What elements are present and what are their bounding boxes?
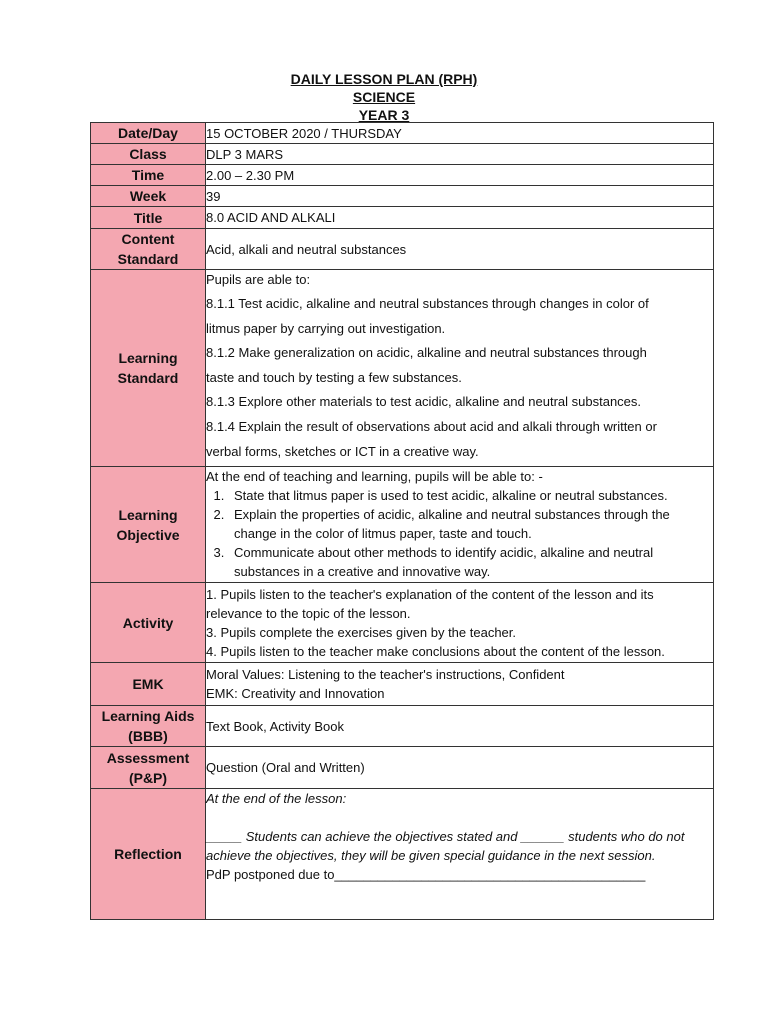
value-week: 39: [206, 186, 714, 207]
value-reflection: [206, 789, 714, 920]
row-activity: [91, 583, 714, 663]
emk-line-1: Moral Values: Listening to the teacher's instructions, Confident: [206, 667, 565, 682]
row-class: [91, 144, 714, 165]
label-content-standard-line1: Content: [121, 231, 175, 247]
activity-line-1: 1. Pupils listen to the teacher's explanation of the content of the lesson and its relevance to the topic of the lesson.: [206, 586, 654, 621]
year-title: YEAR 3: [358, 107, 410, 123]
label-assessment: [91, 747, 206, 789]
row-learning-standard: [91, 270, 714, 467]
value-time: 2.00 – 2.30 PM: [206, 165, 714, 186]
label-assessment-line1: Assessment: [106, 749, 190, 766]
label-learning-objective: [91, 467, 206, 583]
document-title: DAILY LESSON PLAN (RPH): [290, 71, 478, 87]
label-learning-objective-line1: Learning: [118, 506, 178, 523]
learning-objective-item-1: 1. State that litmus paper is used to test acidic, alkaline or neutral substances.: [228, 486, 713, 505]
label-learning-aids-line2: (BBB): [128, 728, 168, 744]
document-header: [0, 70, 768, 124]
value-class: DLP 3 MARS: [206, 144, 714, 165]
row-date: [91, 123, 714, 144]
value-activity: [206, 583, 714, 663]
learning-standard-item-1-line2: litmus paper by carrying out investigation.: [206, 320, 446, 336]
label-content-standard-line2: Standard: [117, 251, 179, 267]
value-title: 8.0 ACID AND ALKALI: [206, 207, 714, 229]
reflection-body: _____ Students can achieve the objectives stated and ______ students who do not achieve the objectives, they will be given special guidance in the next session.: [206, 829, 685, 863]
label-learning-objective-line2: Objective: [116, 526, 180, 543]
value-emk: [206, 663, 714, 706]
learning-standard-item-3-line1: 8.1.3 Explore other materials to test acidic, alkaline and neutral substances.: [206, 394, 642, 410]
value-assessment: Question (Oral and Written): [206, 747, 714, 789]
learning-standard-item-4-line2: verbal forms, sketches or ICT in a creative way.: [206, 443, 479, 459]
learning-standard-item-2-line2: taste and touch by testing a few substances.: [206, 369, 462, 385]
reflection-intro: At the end of the lesson:: [206, 791, 347, 806]
value-learning-objective: [206, 467, 714, 583]
row-week: [91, 186, 714, 207]
activity-line-4: 4. Pupils listen to the teacher make conclusions about the content of the lesson.: [206, 643, 665, 659]
label-learning-standard: [91, 270, 206, 467]
learning-standard-item-4-line1: 8.1.4 Explain the result of observations about acid and alkali through written or: [206, 418, 657, 434]
label-learning-aids: [91, 706, 206, 747]
label-reflection: Reflection: [91, 789, 206, 920]
label-date: Date/Day: [91, 123, 206, 144]
label-time: Time: [91, 165, 206, 186]
lesson-plan-table: [90, 122, 714, 920]
value-date: 15 OCTOBER 2020 / THURSDAY: [206, 123, 714, 144]
learning-standard-item-2-line1: 8.1.2 Make generalization on acidic, alkaline and neutral substances through: [206, 345, 647, 361]
learning-objective-list: [206, 486, 713, 581]
label-content-standard: [91, 229, 206, 270]
label-assessment-line2: (P&P): [128, 769, 168, 786]
emk-line-2: EMK: Creativity and Innovation: [206, 686, 385, 701]
value-content-standard: Acid, alkali and neutral substances: [206, 229, 714, 270]
label-learning-standard-line2: Standard: [117, 370, 179, 386]
row-learning-aids: [91, 706, 714, 747]
learning-objective-item-3: 3. Communicate about other methods to identify acidic, alkaline and neutral substances in a creative and innovative way.: [228, 543, 713, 581]
learning-objective-item-2: 2. Explain the properties of acidic, alkaline and neutral substances through the change in the color of litmus paper, taste and touch.: [228, 505, 713, 543]
label-class: Class: [91, 144, 206, 165]
learning-objective-intro: At the end of teaching and learning, pupils will be able to: -: [206, 469, 543, 484]
learning-standard-intro: Pupils are able to:: [206, 272, 311, 287]
learning-standard-item-1-line1: 8.1.1 Test acidic, alkaline and neutral substances through changes in color of: [206, 296, 649, 311]
value-learning-aids: Text Book, Activity Book: [206, 706, 714, 747]
row-time: [91, 165, 714, 186]
row-emk: [91, 663, 714, 706]
label-emk: EMK: [91, 663, 206, 706]
value-learning-standard: [206, 270, 714, 467]
row-assessment: [91, 747, 714, 789]
reflection-postponed: PdP postponed due to___________________________________________: [206, 867, 646, 882]
label-week: Week: [91, 186, 206, 207]
row-content-standard: [91, 229, 714, 270]
activity-line-3: 3. Pupils complete the exercises given by the teacher.: [206, 624, 517, 640]
row-reflection: [91, 789, 714, 920]
row-learning-objective: [91, 467, 714, 583]
row-title: [91, 207, 714, 229]
subject-title: SCIENCE: [352, 89, 416, 105]
label-learning-standard-line1: Learning: [118, 350, 178, 366]
label-activity: Activity: [91, 583, 206, 663]
label-title: Title: [91, 207, 206, 229]
label-learning-aids-line1: Learning Aids: [101, 708, 195, 724]
